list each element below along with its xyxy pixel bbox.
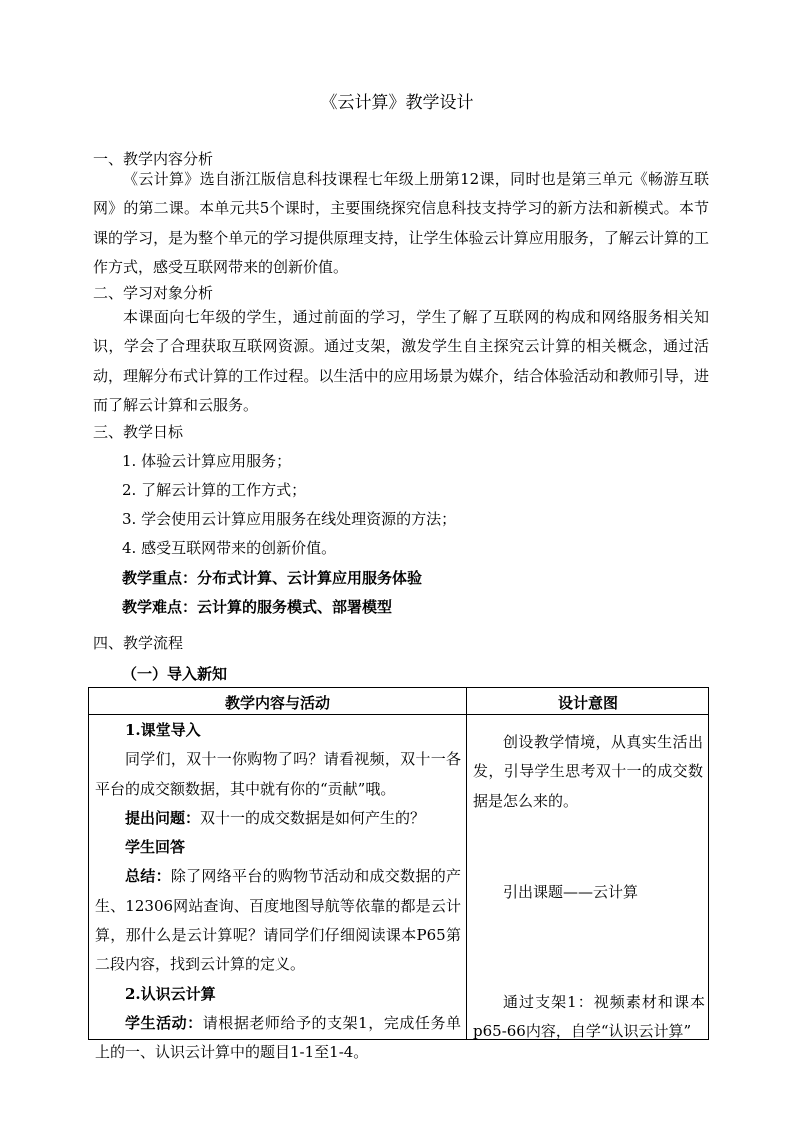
lesson-flow-table	[88, 687, 709, 1062]
section1-body: 《云计算》选自浙江版信息科技课程七年级上册第12课，同时也是第三单元《畅游互联网》的第二课。本单元共5个课时，主要围绕探究信息科技支持学习的新方法和新模式。本节课的学习，是为整个单元的学习提供原理支持，让学生体验云计算应用服务，了解云计算的工作方式，感受互联网带来的创新价值。	[93, 170, 709, 276]
section4-heading: 四、教学流程	[93, 634, 184, 652]
step-2-label: 2.认识云计算	[125, 984, 216, 1003]
question-label: 提出问题：	[125, 808, 201, 827]
table-header-intent: 设计意图	[557, 694, 618, 712]
section4-subheading: （一）导入新知	[122, 665, 228, 683]
step-1-label: 1.课堂导入	[125, 721, 201, 739]
table-header-activities: 教学内容与活动	[224, 694, 330, 712]
intent-situation: 创设教学情境，从真实生活出发，引导学生思考双十一的成交数据是怎么来的。	[473, 733, 703, 810]
summary-paragraph	[95, 862, 461, 979]
question-text: 双十一的成交数据是如何产生的？	[200, 808, 426, 827]
student-activity-label: 学生活动：	[125, 1013, 203, 1032]
document-title: 《云计算》教学设计	[320, 93, 474, 113]
student-activity-paragraph	[95, 1009, 461, 1068]
section3-heading: 三、教学日标	[93, 423, 184, 441]
goal-item-1: 1. 体验云计算应用服务；	[122, 452, 292, 470]
intent-scaffold: 通过支架1：视频素材和课本p65-66内容，自学“认识云计算”	[473, 993, 705, 1041]
goal-item-4: 4. 感受互联网带来的创新价值。	[122, 539, 337, 557]
goal-item-3: 3. 学会使用云计算应用服务在线处理资源的方法；	[122, 510, 457, 528]
question-paragraph	[95, 804, 461, 833]
key-point: 教学重点：分布式计算、云计算应用服务体验	[122, 569, 423, 587]
section2-heading: 二、学习对象分析	[93, 284, 214, 302]
intent-topic: 引出课题——云计算	[503, 883, 639, 901]
student-answer-label: 学生回答	[125, 838, 186, 857]
section2-body: 本课面向七年级的学生，通过前面的学习，学生了解了互联网的构成和网络服务相关知识，学会了合理获取互联网资源。通过支架，激发学生自主探究云计算的相关概念，通过活动，理解分布式计算的工作过程。以生活中的应用场景为媒介，结合体验活动和教师引导，进而了解云计算和云服务。	[93, 308, 709, 414]
summary-label: 总结：	[125, 867, 171, 886]
step-1-intro: 同学们，双十一你购物了吗？请看视频，双十一各平台的成交额数据，其中就有你的“贡献”哦。	[95, 750, 461, 798]
goal-item-2: 2. 了解云计算的工作方式；	[122, 481, 307, 499]
section1-heading: 一、教学内容分析	[93, 150, 214, 168]
table-header-divider	[89, 714, 708, 715]
activities-cell	[95, 716, 461, 1068]
student-activity-text: 请根据老师给予的支架1，完成任务单上的一、认识云计算中的题目1-1至1-4。	[95, 1013, 461, 1062]
summary-text: 除了网络平台的购物节活动和成交数据的产生、12306网站查询、百度地图导航等依靠的都是云计算，那什么是云计算呢？请同学们仔细阅读课本P65第二段内容，找到云计算的定义。	[95, 867, 461, 974]
difficulty-point: 教学难点：云计算的服务模式、部署模型	[122, 598, 393, 616]
table-column-divider	[466, 688, 467, 1039]
